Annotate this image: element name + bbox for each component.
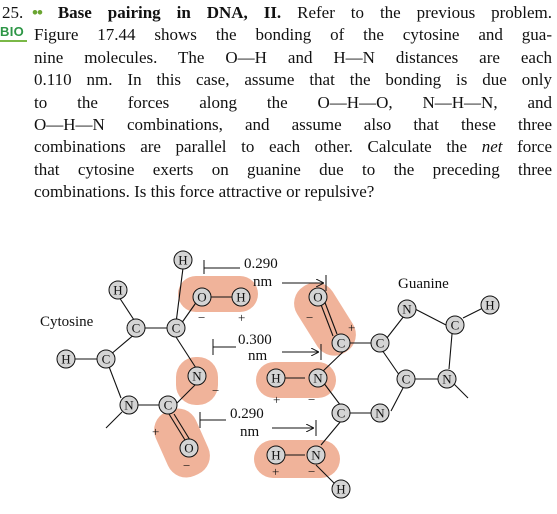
- n-atom: [398, 300, 416, 318]
- h-atom: [267, 369, 285, 387]
- n-atom: [307, 446, 325, 464]
- cytosine-label: Cytosine: [40, 314, 94, 330]
- charge-minus: −: [212, 383, 220, 398]
- problem-title: Base pairing in DNA, II.: [57, 3, 282, 22]
- net-emphasis: net: [481, 137, 503, 157]
- charge-minus: −: [183, 458, 191, 473]
- h-atom: [481, 296, 499, 314]
- c-atom: [332, 404, 350, 422]
- c-atom-label: C: [171, 320, 181, 336]
- problem-line-9: combinations. Is this force attractive or repulsive?: [34, 182, 375, 202]
- problem-line-7: combinations are parallel to each other. Calculate the net force: [34, 137, 553, 157]
- o-atom: [180, 439, 198, 457]
- dna-figure: [0, 236, 557, 514]
- c-atom: [167, 319, 185, 337]
- o-atom-label: O: [184, 440, 194, 456]
- n-atom-label: N: [192, 368, 202, 384]
- h-atom-label: H: [271, 447, 281, 463]
- c-atom: [446, 316, 464, 334]
- highlight-regions: [148, 275, 364, 484]
- o-atom: [309, 288, 327, 306]
- h-atom-label: H: [61, 351, 71, 367]
- o-atom-label: O: [313, 289, 323, 305]
- charge-minus: −: [308, 392, 316, 407]
- distance-bot-unit: nm: [240, 424, 260, 440]
- h-atom-label: H: [336, 481, 346, 497]
- n-atom-label: N: [442, 371, 452, 387]
- c-atom: [159, 396, 177, 414]
- h-atom-label: H: [236, 289, 246, 305]
- distance-mid-unit: nm: [248, 348, 268, 364]
- c-atom-label: C: [375, 335, 385, 351]
- n-atom-label: N: [402, 301, 412, 317]
- c-atom-label: C: [336, 405, 346, 421]
- h-atom-label: H: [178, 252, 188, 268]
- problem-line-4: 0.110 nm. In this case, assume that the bonding is due only: [34, 70, 552, 90]
- charge-plus: +: [348, 320, 356, 335]
- charge-minus: −: [308, 464, 316, 479]
- n-atom: [188, 367, 206, 385]
- guanine-label: Guanine: [398, 276, 449, 292]
- distance-top-value: 0.290: [244, 256, 278, 272]
- highlight-o-guanine: [287, 275, 364, 363]
- c-atom: [127, 319, 145, 337]
- problem-line-3: nine molecules. The O—H and H—N distances are each: [34, 47, 552, 67]
- bio-underline: [0, 40, 27, 42]
- problem-text: [2, 2, 552, 204]
- charge-minus: −: [198, 310, 206, 325]
- n-atom: [120, 396, 138, 414]
- distance-bot-value: 0.290: [230, 406, 264, 422]
- distance-top-unit: nm: [253, 274, 273, 290]
- c-atom-label: C: [101, 351, 111, 367]
- problem-line-5: to the forces along the O—H—O, N—H—N, and: [34, 92, 552, 112]
- c-atom: [397, 370, 415, 388]
- problem-line-2: Figure 17.44 shows the bonding of the cytosine and gua-: [34, 25, 552, 45]
- c-atom-label: C: [450, 317, 460, 333]
- c-atom-label: C: [401, 371, 411, 387]
- n-atom-label: N: [313, 370, 323, 386]
- charge-plus: +: [272, 464, 280, 479]
- n-atom: [371, 404, 389, 422]
- c-atom-label: C: [336, 335, 346, 351]
- n-atom-label: N: [124, 397, 134, 413]
- charge-plus: +: [273, 392, 281, 407]
- distance-mid-value: 0.300: [238, 332, 272, 348]
- c-atom: [332, 334, 350, 352]
- h-atom-label: H: [271, 370, 281, 386]
- c-atom: [371, 334, 389, 352]
- h-atom: [57, 350, 75, 368]
- problem-line-1: 25. •• Base pairing in DNA, II. Refer to the previous problem.: [2, 2, 552, 24]
- problem-number: 25.: [2, 3, 24, 22]
- o-atom-label: O: [197, 289, 207, 305]
- bio-tag: BIO: [0, 24, 25, 39]
- problem-line-6: O—H—N combinations, and assume also that these three: [34, 115, 552, 135]
- difficulty-dots: ••: [32, 3, 42, 22]
- charge-plus: +: [152, 424, 160, 439]
- c-atom: [97, 350, 115, 368]
- o-atom: [193, 288, 211, 306]
- problem-line-8: that cytosine exerts on guanine due to the preceding three: [34, 159, 552, 179]
- c-atom-label: C: [131, 320, 141, 336]
- n-atom: [438, 370, 456, 388]
- h-atom: [109, 281, 127, 299]
- n-atom-label: N: [375, 405, 385, 421]
- h-atom-label: H: [485, 297, 495, 313]
- h-atom: [232, 288, 250, 306]
- h-atom-label: H: [113, 282, 123, 298]
- n-atom-label: N: [311, 447, 321, 463]
- charge-plus: +: [238, 310, 246, 325]
- highlight-h-n-bottom: [254, 440, 340, 478]
- h-atom: [332, 480, 350, 498]
- c-atom-label: C: [163, 397, 173, 413]
- charge-minus: −: [306, 310, 314, 325]
- n-atom: [309, 369, 327, 387]
- h-atom: [174, 251, 192, 269]
- h-atom: [267, 446, 285, 464]
